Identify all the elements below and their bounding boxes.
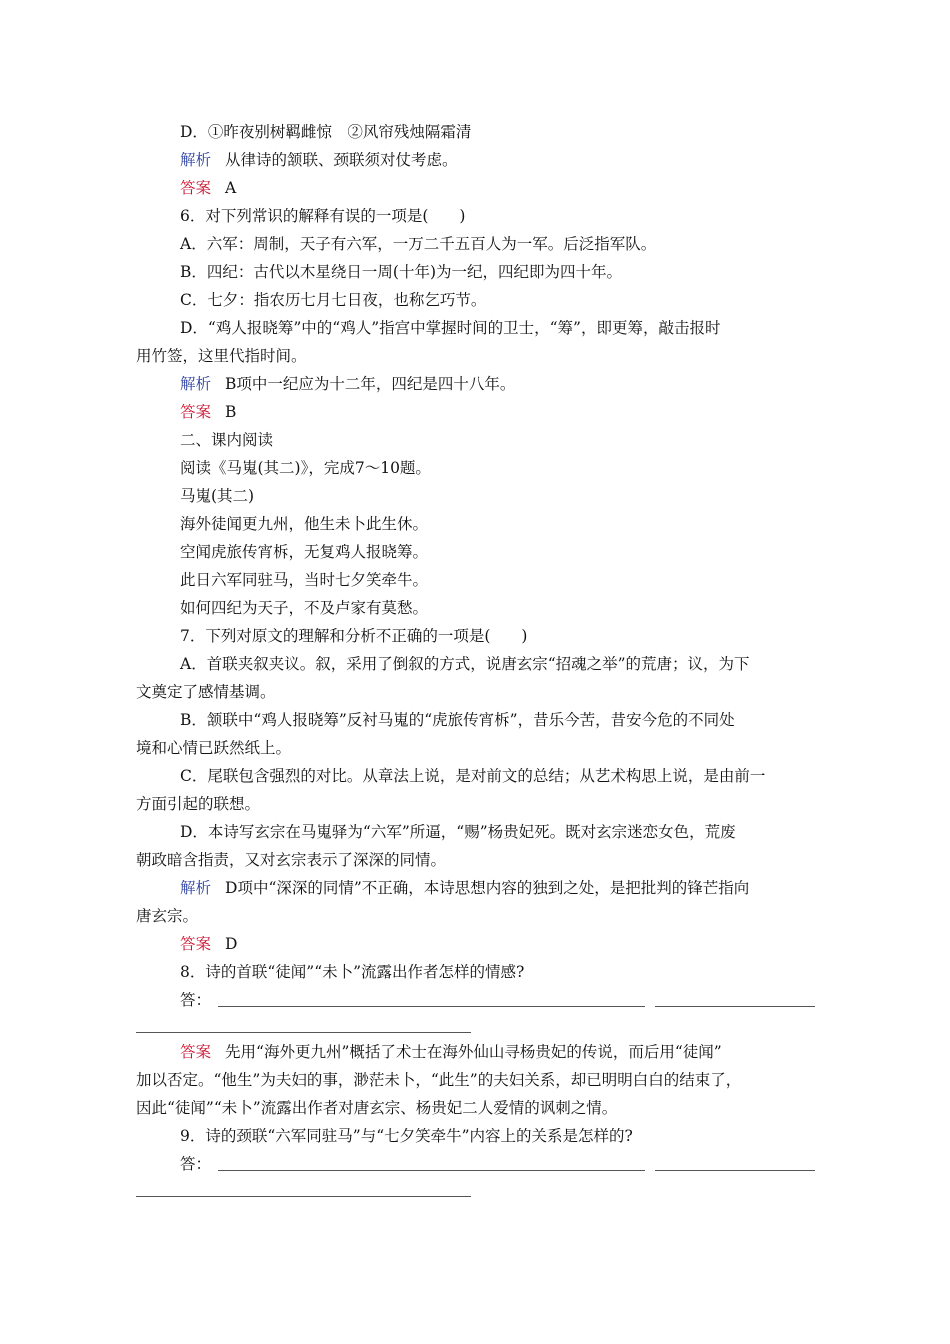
- q9-stem: 9．诗的颈联“六军同驻马”与“七夕笑牵牛”内容上的关系是怎样的?: [180, 1127, 633, 1145]
- q5-answer: [180, 178, 236, 198]
- q7-answer-label: 答案: [180, 935, 212, 953]
- q7-explanation-line2: 唐玄宗。: [136, 907, 199, 925]
- q7-option-d-line1: D．本诗写玄宗在马嵬驿为“六军”所逼，“赐”杨贵妃死。既对玄宗迷恋女色，荒废: [180, 823, 736, 841]
- q6-option-c: C．七夕：指农历七月七日夜，也称乞巧节。: [180, 291, 487, 309]
- q8-answer-prompt: [180, 990, 211, 1010]
- q6-option-d-line1: D．“鸡人报晓筹”中的“鸡人”指宫中掌握时间的卫士，“筹”，即更筹，敲击报时: [180, 319, 721, 337]
- q7-explanation-label: 解析: [180, 879, 212, 897]
- q8-answer: [180, 1042, 722, 1062]
- q7-stem: 7．下列对原文的理解和分析不正确的一项是( ): [180, 627, 528, 645]
- q7-explanation: [180, 878, 749, 898]
- q7-option-c-line2: 方面引起的联想。: [136, 795, 261, 813]
- q8-answer-prompt-label: 答：: [180, 991, 212, 1009]
- q9-answer-prompt: [180, 1154, 211, 1174]
- q8-answer-line3: 因此“徒闻”“未卜”流露出作者对唐玄宗、杨贵妃二人爱情的讽刺之情。: [136, 1099, 618, 1117]
- q6-answer-label: 答案: [180, 403, 212, 421]
- q6-answer: [180, 402, 236, 422]
- q6-option-d-line2: 用竹签，这里代指时间。: [136, 347, 307, 365]
- q9-answer-prompt-label: 答：: [180, 1155, 212, 1173]
- q5-explanation-label: 解析: [180, 151, 212, 169]
- q6-explanation: [180, 374, 515, 394]
- q5-option-d: D．①昨夜别树羁雌惊 ②风帘残烛隔霜清: [180, 123, 472, 141]
- poem-line: 如何四纪为天子，不及卢家有莫愁。: [180, 599, 429, 617]
- q7-explanation-text: D项中“深深的同情”不正确，本诗思想内容的独到之处，是把批判的锋芒指向: [225, 879, 750, 897]
- q7-option-d-line2: 朝政暗含指责，又对玄宗表示了深深的同情。: [136, 851, 447, 869]
- q6-answer-text: B: [225, 403, 237, 421]
- q7-option-c-line1: C．尾联包含强烈的对比。从章法上说，是对前文的总结；从艺术构思上说，是由前一: [180, 767, 766, 785]
- q5-explanation-text: 从律诗的颔联、颈联须对仗考虑。: [225, 151, 458, 169]
- q5-explanation: [180, 150, 458, 170]
- q6-option-a: A．六军：周制，天子有六军，一万二千五百人为一军。后泛指军队。: [180, 235, 657, 253]
- section-heading: 二、课内阅读: [180, 431, 274, 449]
- q8-answer-text: 先用“海外更九州”概括了术士在海外仙山寻杨贵妃的传说，而后用“徒闻”: [225, 1043, 722, 1061]
- q8-answer-blank[interactable]: [218, 1006, 645, 1007]
- q7-option-a-line2: 文奠定了感情基调。: [136, 683, 276, 701]
- q8-answer-blank[interactable]: [136, 1032, 471, 1033]
- q5-answer-label: 答案: [180, 179, 212, 197]
- q6-explanation-text: B项中一纪应为十二年，四纪是四十八年。: [225, 375, 516, 393]
- q9-answer-blank[interactable]: [136, 1196, 471, 1197]
- poem-title: 马嵬(其二): [180, 487, 255, 505]
- q6-stem: 6．对下列常识的解释有误的一项是( ): [180, 207, 466, 225]
- q8-answer-line2: 加以否定。“他生”为夫妇的事，渺茫未卜，“此生”的夫妇关系，却已明明白白的结束了，: [136, 1071, 742, 1089]
- q7-answer-text: D: [225, 935, 238, 953]
- poem-line: 此日六军同驻马，当时七夕笑牵牛。: [180, 571, 429, 589]
- q6-option-b: B．四纪：古代以木星绕日一周(十年)为一纪，四纪即为四十年。: [180, 263, 622, 281]
- q7-option-b-line2: 境和心情已跃然纸上。: [136, 739, 292, 757]
- q8-answer-label: 答案: [180, 1043, 212, 1061]
- q8-answer-blank[interactable]: [655, 1006, 815, 1007]
- poem-line: 空闻虎旅传宵柝，无复鸡人报晓筹。: [180, 543, 429, 561]
- q7-answer: [180, 934, 237, 954]
- reading-instruction: 阅读《马嵬(其二)》，完成7～10题。: [180, 459, 431, 477]
- q8-stem: 8．诗的首联“徒闻”“未卜”流露出作者怎样的情感?: [180, 963, 525, 981]
- q6-explanation-label: 解析: [180, 375, 212, 393]
- q7-option-b-line1: B．颔联中“鸡人报晓筹”反衬马嵬的“虎旅传宵柝”，昔乐今苦，昔安今危的不同处: [180, 711, 735, 729]
- q5-answer-text: A: [225, 179, 237, 197]
- poem-line: 海外徒闻更九州，他生未卜此生休。: [180, 515, 429, 533]
- q9-answer-blank[interactable]: [655, 1170, 815, 1171]
- q9-answer-blank[interactable]: [218, 1170, 645, 1171]
- q7-option-a-line1: A．首联夹叙夹议。叙，采用了倒叙的方式，说唐玄宗“招魂之举”的荒唐；议，为下: [180, 655, 750, 673]
